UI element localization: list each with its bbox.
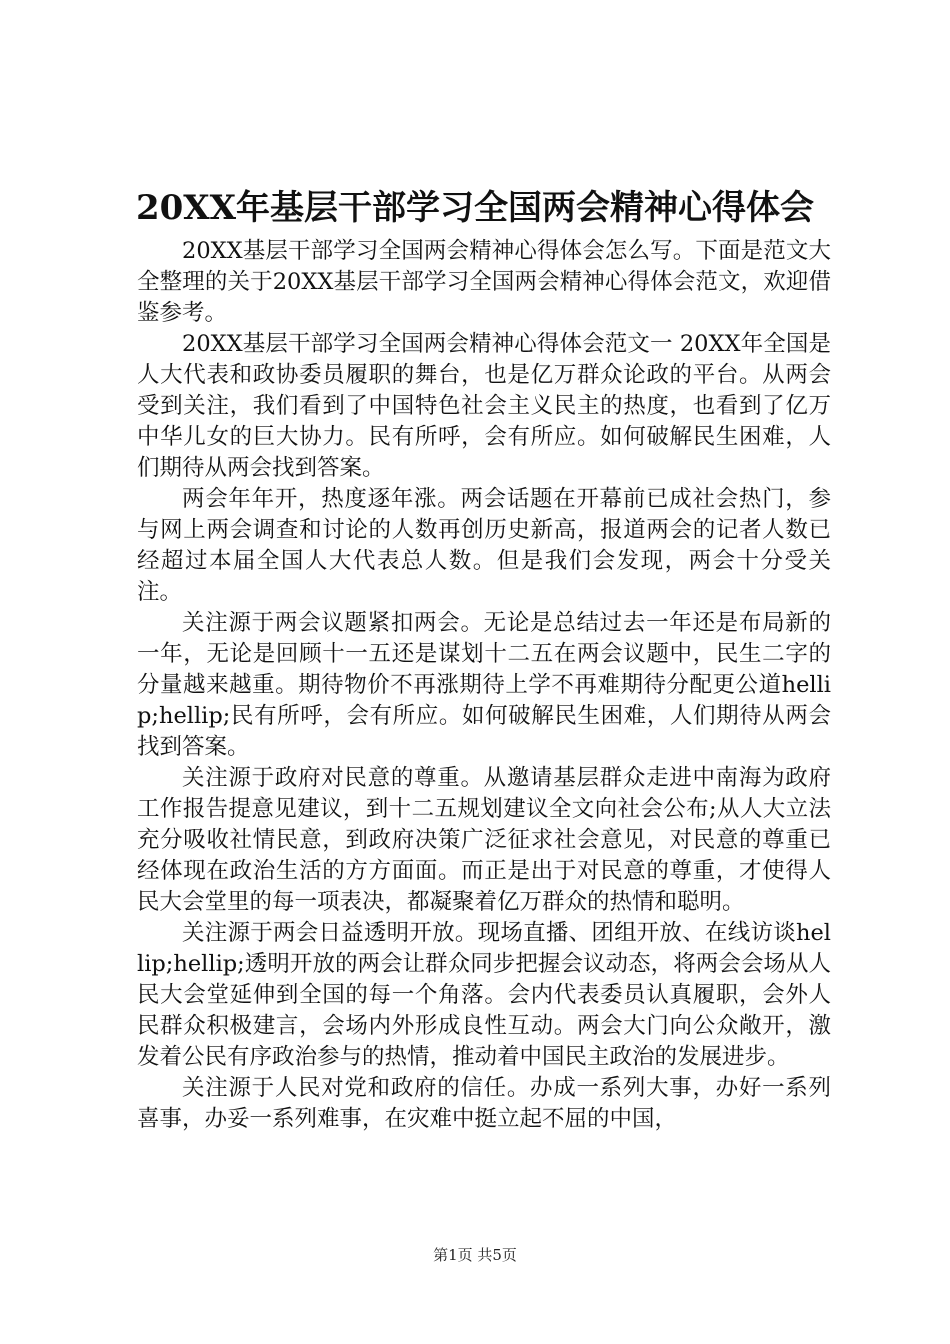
paragraph-intro: 20XX基层干部学习全国两会精神心得体会怎么写。下面是范文大全整理的关于20XX基层干部学习全国两会精神心得体会范文，欢迎借鉴参考。 bbox=[137, 238, 831, 326]
paragraph-sample-one: 20XX基层干部学习全国两会精神心得体会范文一 20XX年全国是人大代表和政协委员履职的舞台，也是亿万群众论政的平台。从两会受到关注，我们看到了中国特色社会主义民主的热度，也看到了亿万中华儿女的巨大协力。民有所呼，会有所应。如何破解民生困难，人们期待从两会找到答案。 bbox=[137, 331, 831, 481]
paragraph-public-opinion: 关注源于政府对民意的尊重。从邀请基层群众走进中南海为政府工作报告提意见建议，到十二五规划建议全文向社会公布;从人大立法充分吸收社情民意，到政府决策广泛征求社会意见，对民意的尊重已经体现在政治生活的方方面面。而正是出于对民意的尊重，才使得人民大会堂里的每一项表决，都凝聚着亿万群众的热情和聪明。 bbox=[137, 765, 831, 915]
paragraph-trust: 关注源于人民对党和政府的信任。办成一系列大事，办好一系列喜事，办妥一系列难事，在灾难中挺立起不屈的中国， bbox=[137, 1075, 831, 1132]
paragraph-transparency: 关注源于两会日益透明开放。现场直播、团组开放、在线访谈hellip;hellip;透明开放的两会让群众同步把握会议动态，将两会会场从人民大会堂延伸到全国的每一个角落。会内代表委员认真履职，会外人民群众积极建言，会场内外形成良性互动。两会大门向公众敞开，激发着公民有序政治参与的热情，推动着中国民主政治的发展进步。 bbox=[137, 920, 831, 1070]
page-number-footer: 第1页 共5页 bbox=[433, 1246, 517, 1264]
paragraph-topics: 关注源于两会议题紧扣两会。无论是总结过去一年还是布局新的一年，无论是回顾十一五还是谋划十二五在两会议题中，民生二字的分量越来越重。期待物价不再涨期待上学不再难期待分配更公道hellip;hellip;民有所呼，会有所应。如何破解民生困难，人们期待从两会找到答案。 bbox=[137, 610, 831, 760]
document-body bbox=[137, 236, 831, 1135]
document-title: 20XX年基层干部学习全国两会精神心得体会 bbox=[135, 188, 815, 228]
paragraph-heat: 两会年年开，热度逐年涨。两会话题在开幕前已成社会热门，参与网上两会调查和讨论的人数再创历史新高，报道两会的记者人数已经超过本届全国人大代表总人数。但是我们会发现，两会十分受关注。 bbox=[137, 486, 831, 605]
